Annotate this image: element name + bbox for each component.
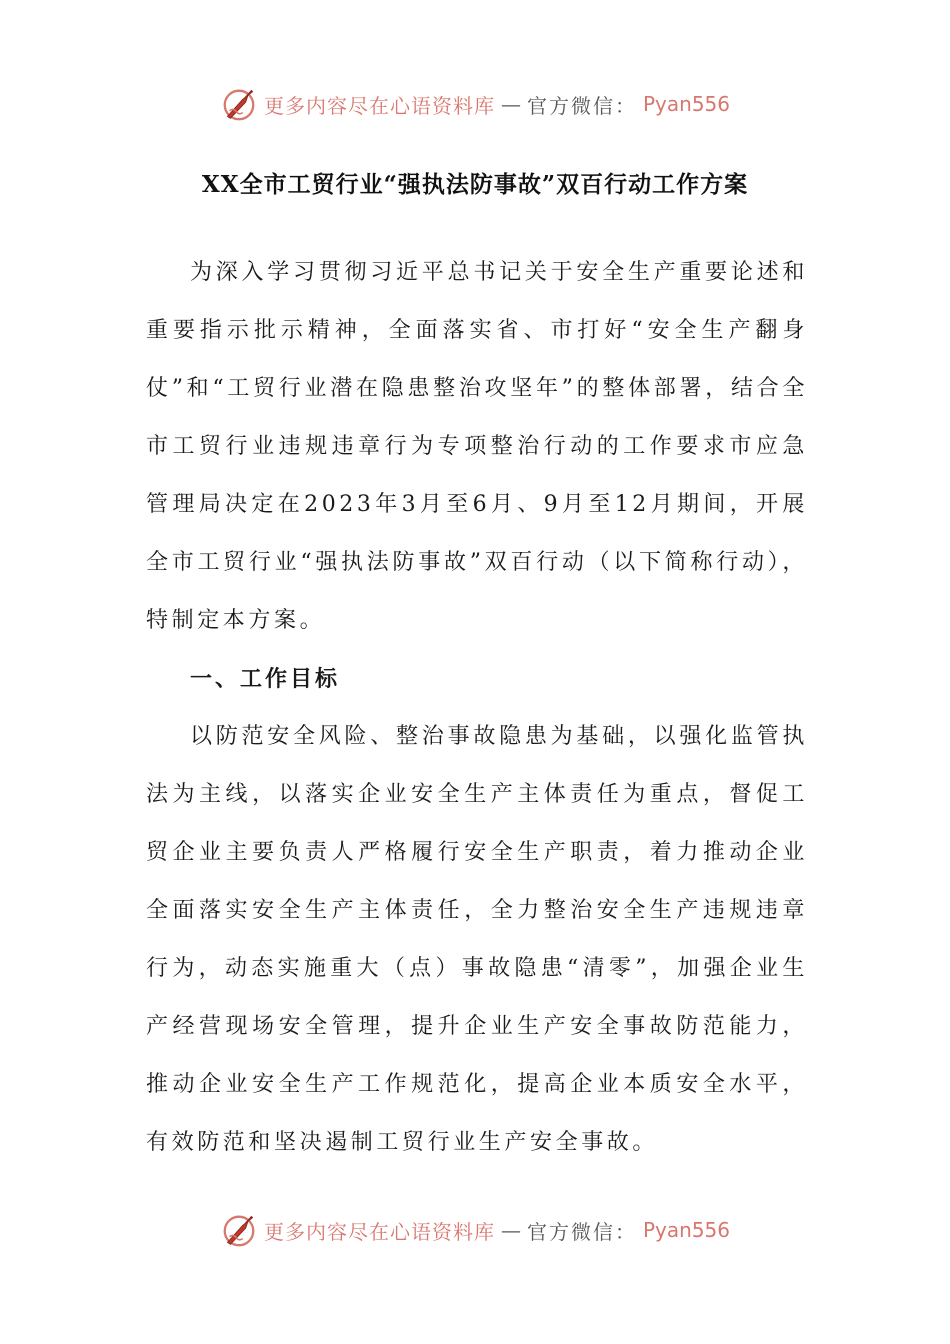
section-body-work-goals: 以防范安全风险、整治事故隐患为基础，以强化监管执法为主线，以落实企业安全生产主体责任为重点，督促工贸企业主要负责人严格履行安全生产职责，着力推动企业全面落实安全生产主体责任，全力整治安全生产违规违章行为，动态实施重大（点）事故隐患“清零”，加强企业生产经营现场安全管理，提升企业生产安全事故防范能力，推动企业安全生产工作规范化，提高企业本质安全水平，有效防范和坚决遏制工贸行业生产安全事故。 (146, 724, 808, 1155)
watermark-brand-text: 更多内容尽在心语资料库 (263, 1219, 495, 1244)
watermark-brand-text: 更多内容尽在心语资料库 (263, 93, 495, 118)
watermark-footer (0, 1208, 950, 1252)
watermark-separator: — (500, 1218, 521, 1242)
watermark-contact-label: 官方微信： (526, 1219, 637, 1244)
watermark-separator: — (500, 92, 521, 116)
section-heading-work-goals: 一、工作目标 (190, 666, 341, 692)
watermark-contact-id: Pyan556 (642, 92, 730, 116)
intro-paragraph: 为深入学习贯彻习近平总书记关于安全生产重要论述和重要指示批示精神，全面落实省、市打好“安全生产翻身仗”和“工贸行业潜在隐患整治攻坚年”的整体部署，结合全市工贸行业违规违章行为专项整治行动的工作要求市应急管理局决定在2023年3月至6月、9月至12月期间，开展全市工贸行业“强执法防事故”双百行动（以下简称行动），特制定本方案。 (146, 260, 808, 633)
watermark-contact-label: 官方微信： (526, 93, 637, 118)
pen-nib-logo-icon (220, 85, 258, 123)
document-body (146, 244, 808, 1172)
pen-nib-logo-icon (220, 1211, 258, 1249)
document-title: XX全市工贸行业“强执法防事故”双百行动工作方案 (201, 171, 749, 198)
watermark-header (0, 82, 950, 126)
watermark-contact-id: Pyan556 (642, 1218, 730, 1242)
